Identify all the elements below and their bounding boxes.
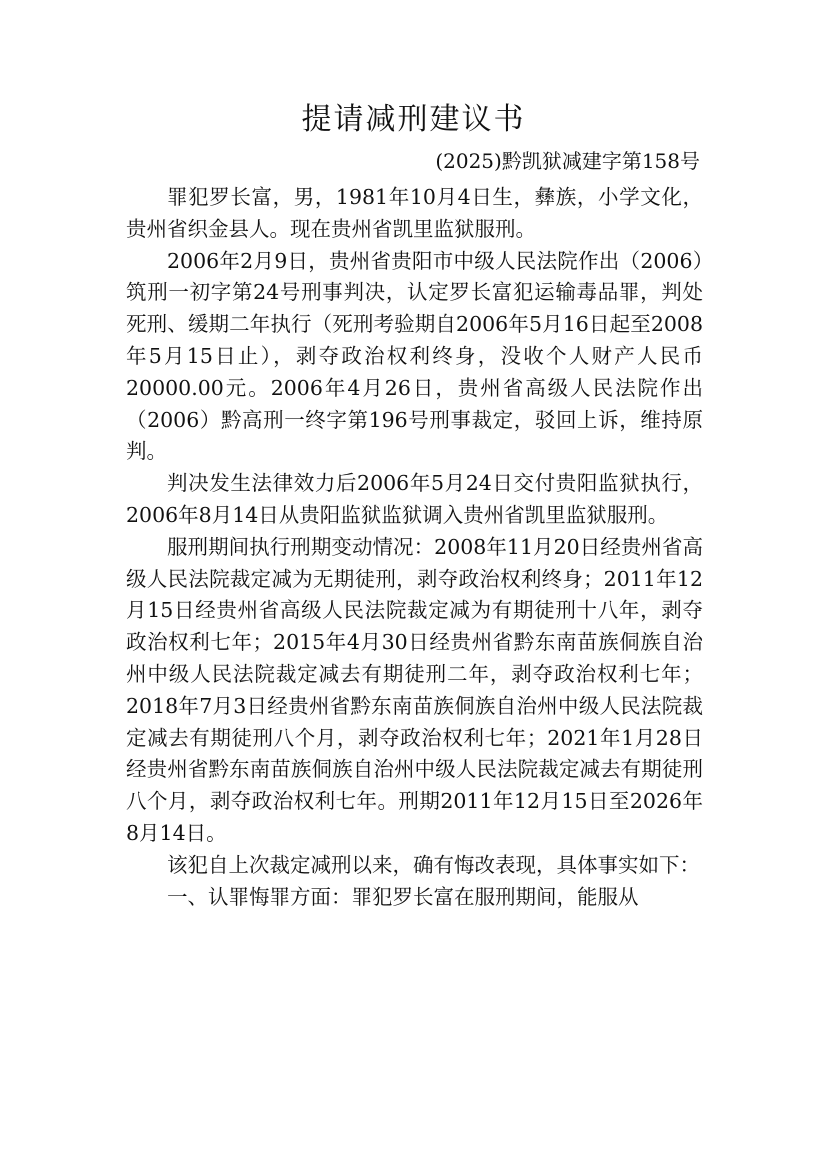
paragraph-admission-of-guilt: 一、认罪悔罪方面：罪犯罗长富在服刑期间，能服从 (167, 884, 639, 909)
document-number: (2025)黔凯狱减建字第158号 (435, 149, 700, 173)
paragraph-execution-transfer: 判决发生法律效力后2006年5月24日交付贵阳监狱执行，2006年8月14日从贵阳监狱监狱调入贵州省凯里监狱服刑。 (126, 471, 703, 527)
paragraph-original-judgment: 2006年2月9日，贵州省贵阳市中级人民法院作出（2006）筑刑一初字第24号刑事判决，认定罗长富犯运输毒品罪，判处死刑、缓期二年执行（死刑考验期自2006年5月16日起至2008年5月15日止），剥夺政治权利终身，没收个人财产人民币20000.00元。2006年4月26日，贵州省高级人民法院作出（2006）黔高刑一终字第196号刑事裁定，驳回上诉，维持原判。 (126, 248, 703, 464)
document-title: 提请减刑建议书 (301, 102, 526, 137)
paragraph-criminal-info: 罪犯罗长富，男，1981年10月4日生，彝族，小学文化，贵州省织金县人。现在贵州省凯里监狱服刑。 (126, 185, 703, 241)
document-body (126, 182, 703, 913)
paragraph-sentence-changes: 服刑期间执行刑期变动情况：2008年11月20日经贵州省高级人民法院裁定减为无期徒刑，剥夺政治权利终身；2011年12月15日经贵州省高级人民法院裁定减为有期徒刑十八年，剥夺政治权利七年；2015年4月30日经贵州省黔东南苗族侗族自治州中级人民法院裁定减去有期徒刑二年，剥夺政治权利七年；2018年7月3日经贵州省黔东南苗族侗族自治州中级人民法院裁定减去有期徒刑八个月，剥夺政治权利七年；2021年1月28日经贵州省黔东南苗族侗族自治州中级人民法院裁定减去有期徒刑八个月，剥夺政治权利七年。刑期2011年12月15日至2026年8月14日。 (126, 534, 703, 845)
paragraph-repentance-intro: 该犯自上次裁定减刑以来，确有悔改表现，具体事实如下： (167, 852, 700, 877)
